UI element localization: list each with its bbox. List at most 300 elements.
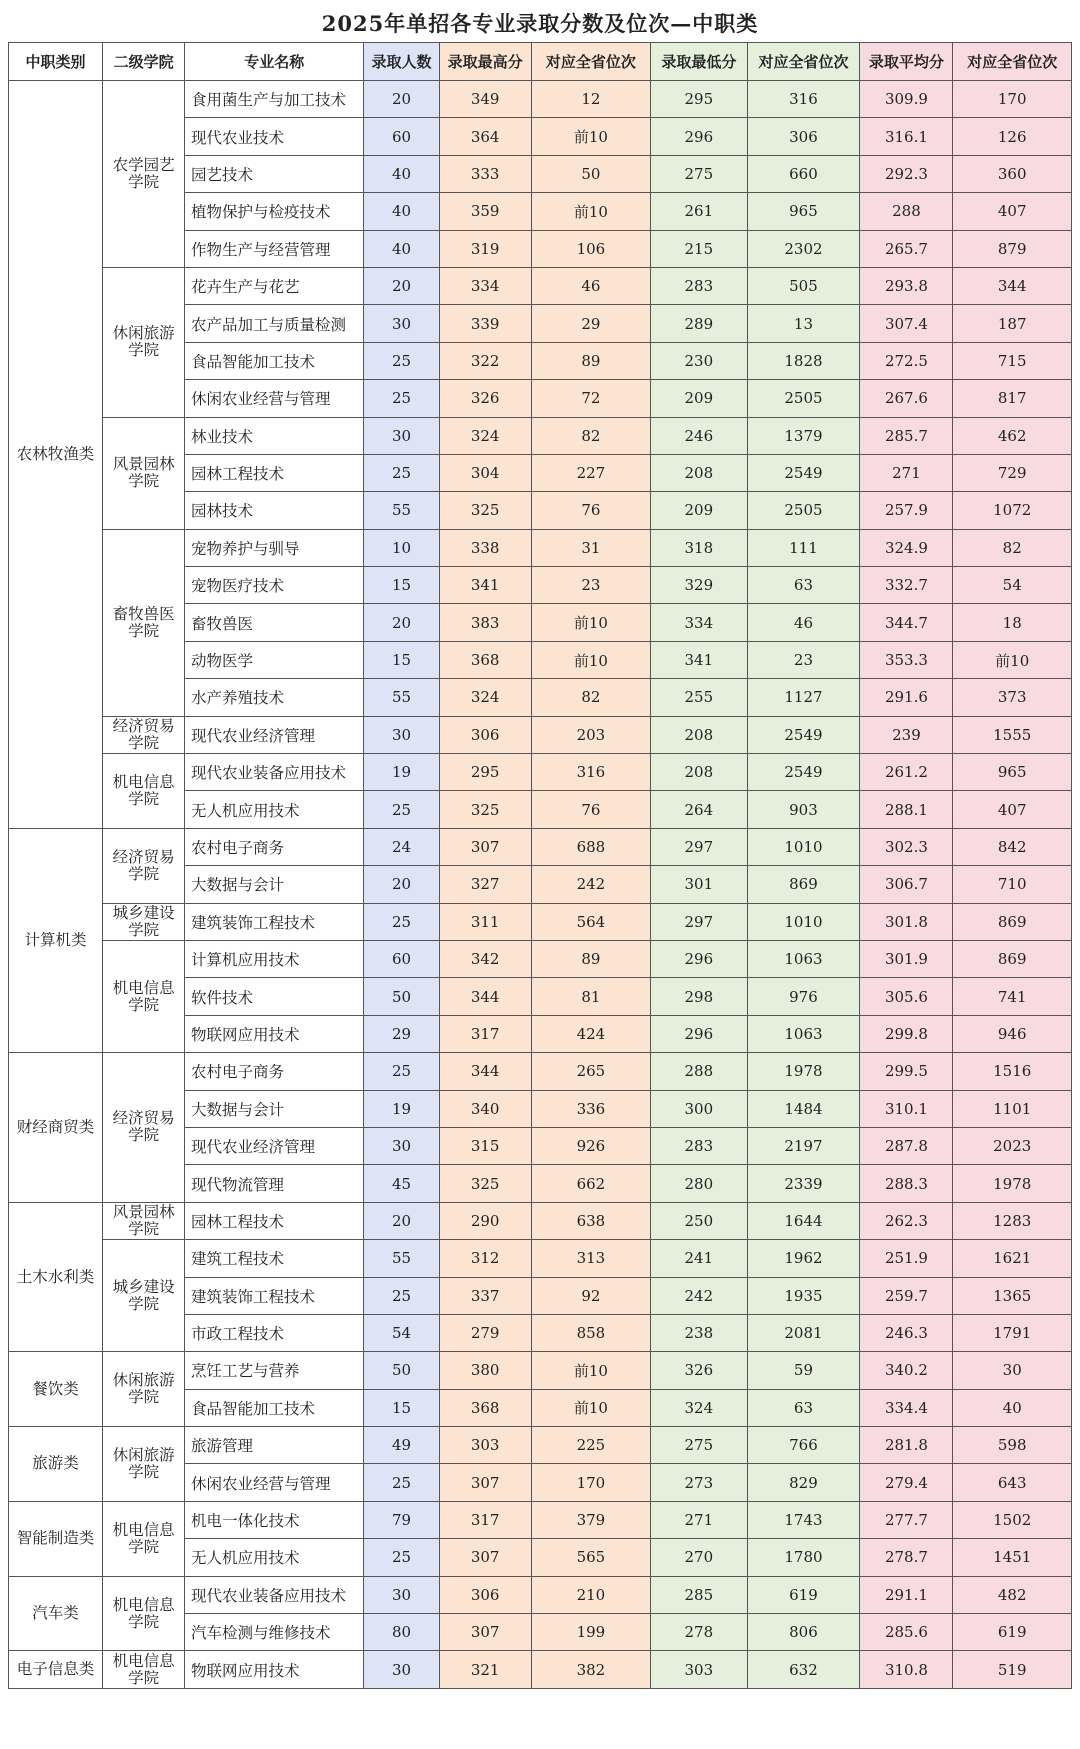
header-category: 中职类别 bbox=[9, 43, 103, 81]
avg-score: 291.6 bbox=[860, 679, 953, 716]
max-score: 317 bbox=[439, 1015, 531, 1052]
avg-score: 301.8 bbox=[860, 903, 953, 940]
min-score-rank: 1780 bbox=[747, 1539, 860, 1576]
college-cell: 机电信息学院 bbox=[103, 1651, 185, 1688]
major-name: 无人机应用技术 bbox=[185, 1539, 364, 1576]
admission-scores-table bbox=[8, 42, 1072, 1689]
min-score-rank: 111 bbox=[747, 529, 860, 566]
college-cell: 机电信息学院 bbox=[103, 940, 185, 1052]
avg-score: 285.7 bbox=[860, 417, 953, 454]
avg-score-rank: 407 bbox=[953, 791, 1072, 828]
enrolled-count: 15 bbox=[364, 641, 439, 678]
header-row bbox=[9, 43, 1072, 81]
avg-score: 299.8 bbox=[860, 1015, 953, 1052]
avg-score-rank: 170 bbox=[953, 81, 1072, 118]
enrolled-count: 54 bbox=[364, 1314, 439, 1351]
max-score: 334 bbox=[439, 267, 531, 304]
max-score-rank: 170 bbox=[531, 1464, 651, 1501]
header-max-score: 录取最高分 bbox=[439, 43, 531, 81]
avg-score: 267.6 bbox=[860, 380, 953, 417]
min-score: 301 bbox=[651, 866, 747, 903]
major-name: 动物医学 bbox=[185, 641, 364, 678]
max-score-rank: 前10 bbox=[531, 193, 651, 230]
college-cell: 机电信息学院 bbox=[103, 1501, 185, 1576]
min-score-rank: 766 bbox=[747, 1427, 860, 1464]
avg-score-rank: 407 bbox=[953, 193, 1072, 230]
table-row bbox=[9, 903, 1072, 940]
avg-score-rank: 643 bbox=[953, 1464, 1072, 1501]
college-cell: 机电信息学院 bbox=[103, 1576, 185, 1651]
avg-score: 271 bbox=[860, 454, 953, 491]
major-name: 现代农业装备应用技术 bbox=[185, 1576, 364, 1613]
enrolled-count: 19 bbox=[364, 1090, 439, 1127]
min-score-rank: 2549 bbox=[747, 716, 860, 753]
min-score: 318 bbox=[651, 529, 747, 566]
enrolled-count: 25 bbox=[364, 1539, 439, 1576]
max-score-rank: 313 bbox=[531, 1240, 651, 1277]
enrolled-count: 45 bbox=[364, 1165, 439, 1202]
avg-score: 293.8 bbox=[860, 267, 953, 304]
avg-score-rank: 1621 bbox=[953, 1240, 1072, 1277]
max-score-rank: 316 bbox=[531, 754, 651, 791]
avg-score: 279.4 bbox=[860, 1464, 953, 1501]
avg-score-rank: 2023 bbox=[953, 1127, 1072, 1164]
major-name: 建筑装饰工程技术 bbox=[185, 1277, 364, 1314]
min-score: 289 bbox=[651, 305, 747, 342]
major-name: 农村电子商务 bbox=[185, 1053, 364, 1090]
max-score: 368 bbox=[439, 641, 531, 678]
min-score: 297 bbox=[651, 903, 747, 940]
enrolled-count: 40 bbox=[364, 155, 439, 192]
max-score: 306 bbox=[439, 1576, 531, 1613]
table-row bbox=[9, 1053, 1072, 1090]
avg-score-rank: 710 bbox=[953, 866, 1072, 903]
enrolled-count: 25 bbox=[364, 342, 439, 379]
min-score-rank: 316 bbox=[747, 81, 860, 118]
avg-score: 307.4 bbox=[860, 305, 953, 342]
college-cell: 城乡建设学院 bbox=[103, 903, 185, 940]
category-cell: 计算机类 bbox=[9, 828, 103, 1052]
avg-score: 277.7 bbox=[860, 1501, 953, 1538]
max-score-rank: 89 bbox=[531, 342, 651, 379]
avg-score: 309.9 bbox=[860, 81, 953, 118]
min-score-rank: 2197 bbox=[747, 1127, 860, 1164]
college-cell: 城乡建设学院 bbox=[103, 1240, 185, 1352]
header-min-score: 录取最低分 bbox=[651, 43, 747, 81]
avg-score: 306.7 bbox=[860, 866, 953, 903]
min-score: 280 bbox=[651, 1165, 747, 1202]
min-score: 275 bbox=[651, 1427, 747, 1464]
avg-score: 261.2 bbox=[860, 754, 953, 791]
max-score: 325 bbox=[439, 492, 531, 529]
category-cell: 土木水利类 bbox=[9, 1202, 103, 1352]
max-score: 359 bbox=[439, 193, 531, 230]
avg-score: 287.8 bbox=[860, 1127, 953, 1164]
max-score-rank: 76 bbox=[531, 492, 651, 529]
enrolled-count: 50 bbox=[364, 978, 439, 1015]
major-name: 食品智能加工技术 bbox=[185, 1389, 364, 1426]
avg-score-rank: 715 bbox=[953, 342, 1072, 379]
enrolled-count: 25 bbox=[364, 380, 439, 417]
min-score-rank: 1644 bbox=[747, 1202, 860, 1239]
min-score-rank: 306 bbox=[747, 118, 860, 155]
min-score-rank: 63 bbox=[747, 567, 860, 604]
avg-score-rank: 30 bbox=[953, 1352, 1072, 1389]
major-name: 物联网应用技术 bbox=[185, 1015, 364, 1052]
enrolled-count: 30 bbox=[364, 1651, 439, 1688]
major-name: 建筑工程技术 bbox=[185, 1240, 364, 1277]
max-score-rank: 424 bbox=[531, 1015, 651, 1052]
table-row bbox=[9, 754, 1072, 791]
table-row bbox=[9, 940, 1072, 977]
enrolled-count: 30 bbox=[364, 417, 439, 454]
avg-score: 332.7 bbox=[860, 567, 953, 604]
max-score-rank: 前10 bbox=[531, 604, 651, 641]
min-score-rank: 1484 bbox=[747, 1090, 860, 1127]
major-name: 现代农业装备应用技术 bbox=[185, 754, 364, 791]
avg-score: 344.7 bbox=[860, 604, 953, 641]
avg-score-rank: 619 bbox=[953, 1614, 1072, 1651]
max-score: 279 bbox=[439, 1314, 531, 1351]
max-score-rank: 564 bbox=[531, 903, 651, 940]
min-score-rank: 829 bbox=[747, 1464, 860, 1501]
max-score-rank: 382 bbox=[531, 1651, 651, 1688]
min-score-rank: 2549 bbox=[747, 454, 860, 491]
avg-score: 288.3 bbox=[860, 1165, 953, 1202]
avg-score: 272.5 bbox=[860, 342, 953, 379]
min-score-rank: 660 bbox=[747, 155, 860, 192]
avg-score-rank: 1101 bbox=[953, 1090, 1072, 1127]
major-name: 建筑装饰工程技术 bbox=[185, 903, 364, 940]
table-row bbox=[9, 1240, 1072, 1277]
min-score-rank: 13 bbox=[747, 305, 860, 342]
avg-score-rank: 360 bbox=[953, 155, 1072, 192]
min-score-rank: 1010 bbox=[747, 903, 860, 940]
college-cell: 经济贸易学院 bbox=[103, 716, 185, 753]
major-name: 园林工程技术 bbox=[185, 1202, 364, 1239]
major-name: 现代农业技术 bbox=[185, 118, 364, 155]
header-avg-rank: 对应全省位次 bbox=[953, 43, 1072, 81]
avg-score: 353.3 bbox=[860, 641, 953, 678]
max-score: 344 bbox=[439, 1053, 531, 1090]
header-max-rank: 对应全省位次 bbox=[531, 43, 651, 81]
min-score-rank: 1978 bbox=[747, 1053, 860, 1090]
major-name: 林业技术 bbox=[185, 417, 364, 454]
avg-score-rank: 40 bbox=[953, 1389, 1072, 1426]
max-score: 337 bbox=[439, 1277, 531, 1314]
avg-score-rank: 54 bbox=[953, 567, 1072, 604]
major-name: 作物生产与经营管理 bbox=[185, 230, 364, 267]
enrolled-count: 29 bbox=[364, 1015, 439, 1052]
max-score-rank: 662 bbox=[531, 1165, 651, 1202]
avg-score-rank: 946 bbox=[953, 1015, 1072, 1052]
enrolled-count: 49 bbox=[364, 1427, 439, 1464]
min-score-rank: 2549 bbox=[747, 754, 860, 791]
major-name: 软件技术 bbox=[185, 978, 364, 1015]
major-name: 机电一体化技术 bbox=[185, 1501, 364, 1538]
max-score: 364 bbox=[439, 118, 531, 155]
max-score: 290 bbox=[439, 1202, 531, 1239]
avg-score-rank: 729 bbox=[953, 454, 1072, 491]
page-title: 2025年单招各专业录取分数及位次—中职类 bbox=[321, 11, 759, 36]
header-avg-score: 录取平均分 bbox=[860, 43, 953, 81]
avg-score: 292.3 bbox=[860, 155, 953, 192]
min-score-rank: 2339 bbox=[747, 1165, 860, 1202]
max-score-rank: 336 bbox=[531, 1090, 651, 1127]
header-college: 二级学院 bbox=[103, 43, 185, 81]
avg-score-rank: 1978 bbox=[953, 1165, 1072, 1202]
min-score-rank: 1935 bbox=[747, 1277, 860, 1314]
avg-score-rank: 869 bbox=[953, 903, 1072, 940]
avg-score-rank: 344 bbox=[953, 267, 1072, 304]
max-score: 383 bbox=[439, 604, 531, 641]
enrolled-count: 55 bbox=[364, 679, 439, 716]
min-score: 296 bbox=[651, 940, 747, 977]
max-score: 339 bbox=[439, 305, 531, 342]
table-row bbox=[9, 716, 1072, 753]
max-score-rank: 23 bbox=[531, 567, 651, 604]
min-score: 296 bbox=[651, 118, 747, 155]
enrolled-count: 60 bbox=[364, 940, 439, 977]
min-score-rank: 632 bbox=[747, 1651, 860, 1688]
major-name: 计算机应用技术 bbox=[185, 940, 364, 977]
major-name: 现代农业经济管理 bbox=[185, 716, 364, 753]
avg-score: 251.9 bbox=[860, 1240, 953, 1277]
max-score: 325 bbox=[439, 1165, 531, 1202]
max-score: 380 bbox=[439, 1352, 531, 1389]
enrolled-count: 79 bbox=[364, 1501, 439, 1538]
header-min-rank: 对应全省位次 bbox=[747, 43, 860, 81]
max-score: 368 bbox=[439, 1389, 531, 1426]
major-name: 农村电子商务 bbox=[185, 828, 364, 865]
max-score: 349 bbox=[439, 81, 531, 118]
min-score-rank: 619 bbox=[747, 1576, 860, 1613]
min-score-rank: 2081 bbox=[747, 1314, 860, 1351]
major-name: 花卉生产与花艺 bbox=[185, 267, 364, 304]
table-row bbox=[9, 1427, 1072, 1464]
major-name: 现代物流管理 bbox=[185, 1165, 364, 1202]
max-score: 322 bbox=[439, 342, 531, 379]
avg-score: 316.1 bbox=[860, 118, 953, 155]
min-score: 271 bbox=[651, 1501, 747, 1538]
table-row bbox=[9, 1352, 1072, 1389]
enrolled-count: 40 bbox=[364, 230, 439, 267]
major-name: 食用菌生产与加工技术 bbox=[185, 81, 364, 118]
college-cell: 风景园林学院 bbox=[103, 1202, 185, 1239]
enrolled-count: 25 bbox=[364, 903, 439, 940]
avg-score: 291.1 bbox=[860, 1576, 953, 1613]
enrolled-count: 15 bbox=[364, 1389, 439, 1426]
major-name: 植物保护与检疫技术 bbox=[185, 193, 364, 230]
max-score: 307 bbox=[439, 1464, 531, 1501]
min-score: 215 bbox=[651, 230, 747, 267]
max-score-rank: 638 bbox=[531, 1202, 651, 1239]
table-row bbox=[9, 81, 1072, 118]
max-score-rank: 前10 bbox=[531, 118, 651, 155]
table-row bbox=[9, 1576, 1072, 1613]
college-cell: 风景园林学院 bbox=[103, 417, 185, 529]
avg-score: 259.7 bbox=[860, 1277, 953, 1314]
max-score-rank: 858 bbox=[531, 1314, 651, 1351]
avg-score-rank: 1072 bbox=[953, 492, 1072, 529]
min-score: 295 bbox=[651, 81, 747, 118]
max-score: 325 bbox=[439, 791, 531, 828]
enrolled-count: 80 bbox=[364, 1614, 439, 1651]
table-row bbox=[9, 417, 1072, 454]
avg-score-rank: 18 bbox=[953, 604, 1072, 641]
min-score: 285 bbox=[651, 1576, 747, 1613]
enrolled-count: 25 bbox=[364, 454, 439, 491]
avg-score-rank: 842 bbox=[953, 828, 1072, 865]
enrolled-count: 55 bbox=[364, 1240, 439, 1277]
min-score: 241 bbox=[651, 1240, 747, 1277]
min-score: 334 bbox=[651, 604, 747, 641]
avg-score: 301.9 bbox=[860, 940, 953, 977]
avg-score-rank: 1502 bbox=[953, 1501, 1072, 1538]
max-score-rank: 12 bbox=[531, 81, 651, 118]
min-score: 230 bbox=[651, 342, 747, 379]
category-cell: 餐饮类 bbox=[9, 1352, 103, 1427]
max-score-rank: 82 bbox=[531, 417, 651, 454]
max-score: 307 bbox=[439, 828, 531, 865]
max-score-rank: 50 bbox=[531, 155, 651, 192]
min-score-rank: 1063 bbox=[747, 940, 860, 977]
avg-score: 288.1 bbox=[860, 791, 953, 828]
min-score: 273 bbox=[651, 1464, 747, 1501]
major-name: 汽车检测与维修技术 bbox=[185, 1614, 364, 1651]
college-cell: 经济贸易学院 bbox=[103, 828, 185, 903]
table-row bbox=[9, 1501, 1072, 1538]
header-enrolled-count: 录取人数 bbox=[364, 43, 439, 81]
major-name: 无人机应用技术 bbox=[185, 791, 364, 828]
avg-score: 288 bbox=[860, 193, 953, 230]
min-score: 341 bbox=[651, 641, 747, 678]
enrolled-count: 20 bbox=[364, 81, 439, 118]
min-score-rank: 1127 bbox=[747, 679, 860, 716]
enrolled-count: 20 bbox=[364, 267, 439, 304]
max-score: 327 bbox=[439, 866, 531, 903]
min-score-rank: 2505 bbox=[747, 380, 860, 417]
max-score: 319 bbox=[439, 230, 531, 267]
min-score: 246 bbox=[651, 417, 747, 454]
max-score-rank: 199 bbox=[531, 1614, 651, 1651]
enrolled-count: 20 bbox=[364, 1202, 439, 1239]
avg-score-rank: 1516 bbox=[953, 1053, 1072, 1090]
min-score: 264 bbox=[651, 791, 747, 828]
max-score-rank: 926 bbox=[531, 1127, 651, 1164]
enrolled-count: 20 bbox=[364, 866, 439, 903]
max-score: 338 bbox=[439, 529, 531, 566]
min-score-rank: 1379 bbox=[747, 417, 860, 454]
avg-score: 324.9 bbox=[860, 529, 953, 566]
avg-score-rank: 879 bbox=[953, 230, 1072, 267]
min-score: 297 bbox=[651, 828, 747, 865]
max-score: 304 bbox=[439, 454, 531, 491]
min-score-rank: 59 bbox=[747, 1352, 860, 1389]
table-row bbox=[9, 529, 1072, 566]
major-name: 大数据与会计 bbox=[185, 866, 364, 903]
major-name: 物联网应用技术 bbox=[185, 1651, 364, 1688]
table-row bbox=[9, 267, 1072, 304]
max-score: 317 bbox=[439, 1501, 531, 1538]
min-score-rank: 1743 bbox=[747, 1501, 860, 1538]
avg-score-rank: 1365 bbox=[953, 1277, 1072, 1314]
max-score-rank: 210 bbox=[531, 1576, 651, 1613]
max-score: 324 bbox=[439, 679, 531, 716]
college-cell: 农学园艺学院 bbox=[103, 81, 185, 268]
max-score-rank: 92 bbox=[531, 1277, 651, 1314]
enrolled-count: 24 bbox=[364, 828, 439, 865]
major-name: 水产养殖技术 bbox=[185, 679, 364, 716]
avg-score-rank: 519 bbox=[953, 1651, 1072, 1688]
min-score: 329 bbox=[651, 567, 747, 604]
enrolled-count: 50 bbox=[364, 1352, 439, 1389]
min-score-rank: 1828 bbox=[747, 342, 860, 379]
max-score-rank: 72 bbox=[531, 380, 651, 417]
major-name: 休闲农业经营与管理 bbox=[185, 1464, 364, 1501]
max-score: 324 bbox=[439, 417, 531, 454]
max-score-rank: 225 bbox=[531, 1427, 651, 1464]
max-score-rank: 82 bbox=[531, 679, 651, 716]
major-name: 畜牧兽医 bbox=[185, 604, 364, 641]
avg-score-rank: 1555 bbox=[953, 716, 1072, 753]
major-name: 园艺技术 bbox=[185, 155, 364, 192]
min-score: 238 bbox=[651, 1314, 747, 1351]
table-row bbox=[9, 1651, 1072, 1688]
college-cell: 经济贸易学院 bbox=[103, 1053, 185, 1203]
avg-score: 302.3 bbox=[860, 828, 953, 865]
avg-score: 310.1 bbox=[860, 1090, 953, 1127]
avg-score-rank: 1451 bbox=[953, 1539, 1072, 1576]
avg-score: 334.4 bbox=[860, 1389, 953, 1426]
major-name: 宠物医疗技术 bbox=[185, 567, 364, 604]
category-cell: 电子信息类 bbox=[9, 1651, 103, 1688]
max-score-rank: 89 bbox=[531, 940, 651, 977]
max-score: 321 bbox=[439, 1651, 531, 1688]
max-score: 315 bbox=[439, 1127, 531, 1164]
major-name: 市政工程技术 bbox=[185, 1314, 364, 1351]
max-score: 341 bbox=[439, 567, 531, 604]
enrolled-count: 25 bbox=[364, 1277, 439, 1314]
min-score: 209 bbox=[651, 492, 747, 529]
major-name: 大数据与会计 bbox=[185, 1090, 364, 1127]
min-score: 209 bbox=[651, 380, 747, 417]
avg-score-rank: 817 bbox=[953, 380, 1072, 417]
min-score: 288 bbox=[651, 1053, 747, 1090]
college-cell: 休闲旅游学院 bbox=[103, 267, 185, 417]
avg-score-rank: 598 bbox=[953, 1427, 1072, 1464]
max-score: 311 bbox=[439, 903, 531, 940]
max-score-rank: 565 bbox=[531, 1539, 651, 1576]
max-score-rank: 227 bbox=[531, 454, 651, 491]
enrolled-count: 40 bbox=[364, 193, 439, 230]
min-score-rank: 23 bbox=[747, 641, 860, 678]
avg-score-rank: 1791 bbox=[953, 1314, 1072, 1351]
avg-score-rank: 126 bbox=[953, 118, 1072, 155]
major-name: 农产品加工与质量检测 bbox=[185, 305, 364, 342]
max-score-rank: 29 bbox=[531, 305, 651, 342]
min-score-rank: 505 bbox=[747, 267, 860, 304]
major-name: 烹饪工艺与营养 bbox=[185, 1352, 364, 1389]
college-cell: 畜牧兽医学院 bbox=[103, 529, 185, 716]
max-score: 307 bbox=[439, 1539, 531, 1576]
max-score-rank: 31 bbox=[531, 529, 651, 566]
min-score: 208 bbox=[651, 716, 747, 753]
min-score-rank: 806 bbox=[747, 1614, 860, 1651]
min-score: 300 bbox=[651, 1090, 747, 1127]
min-score: 275 bbox=[651, 155, 747, 192]
avg-score: 239 bbox=[860, 716, 953, 753]
